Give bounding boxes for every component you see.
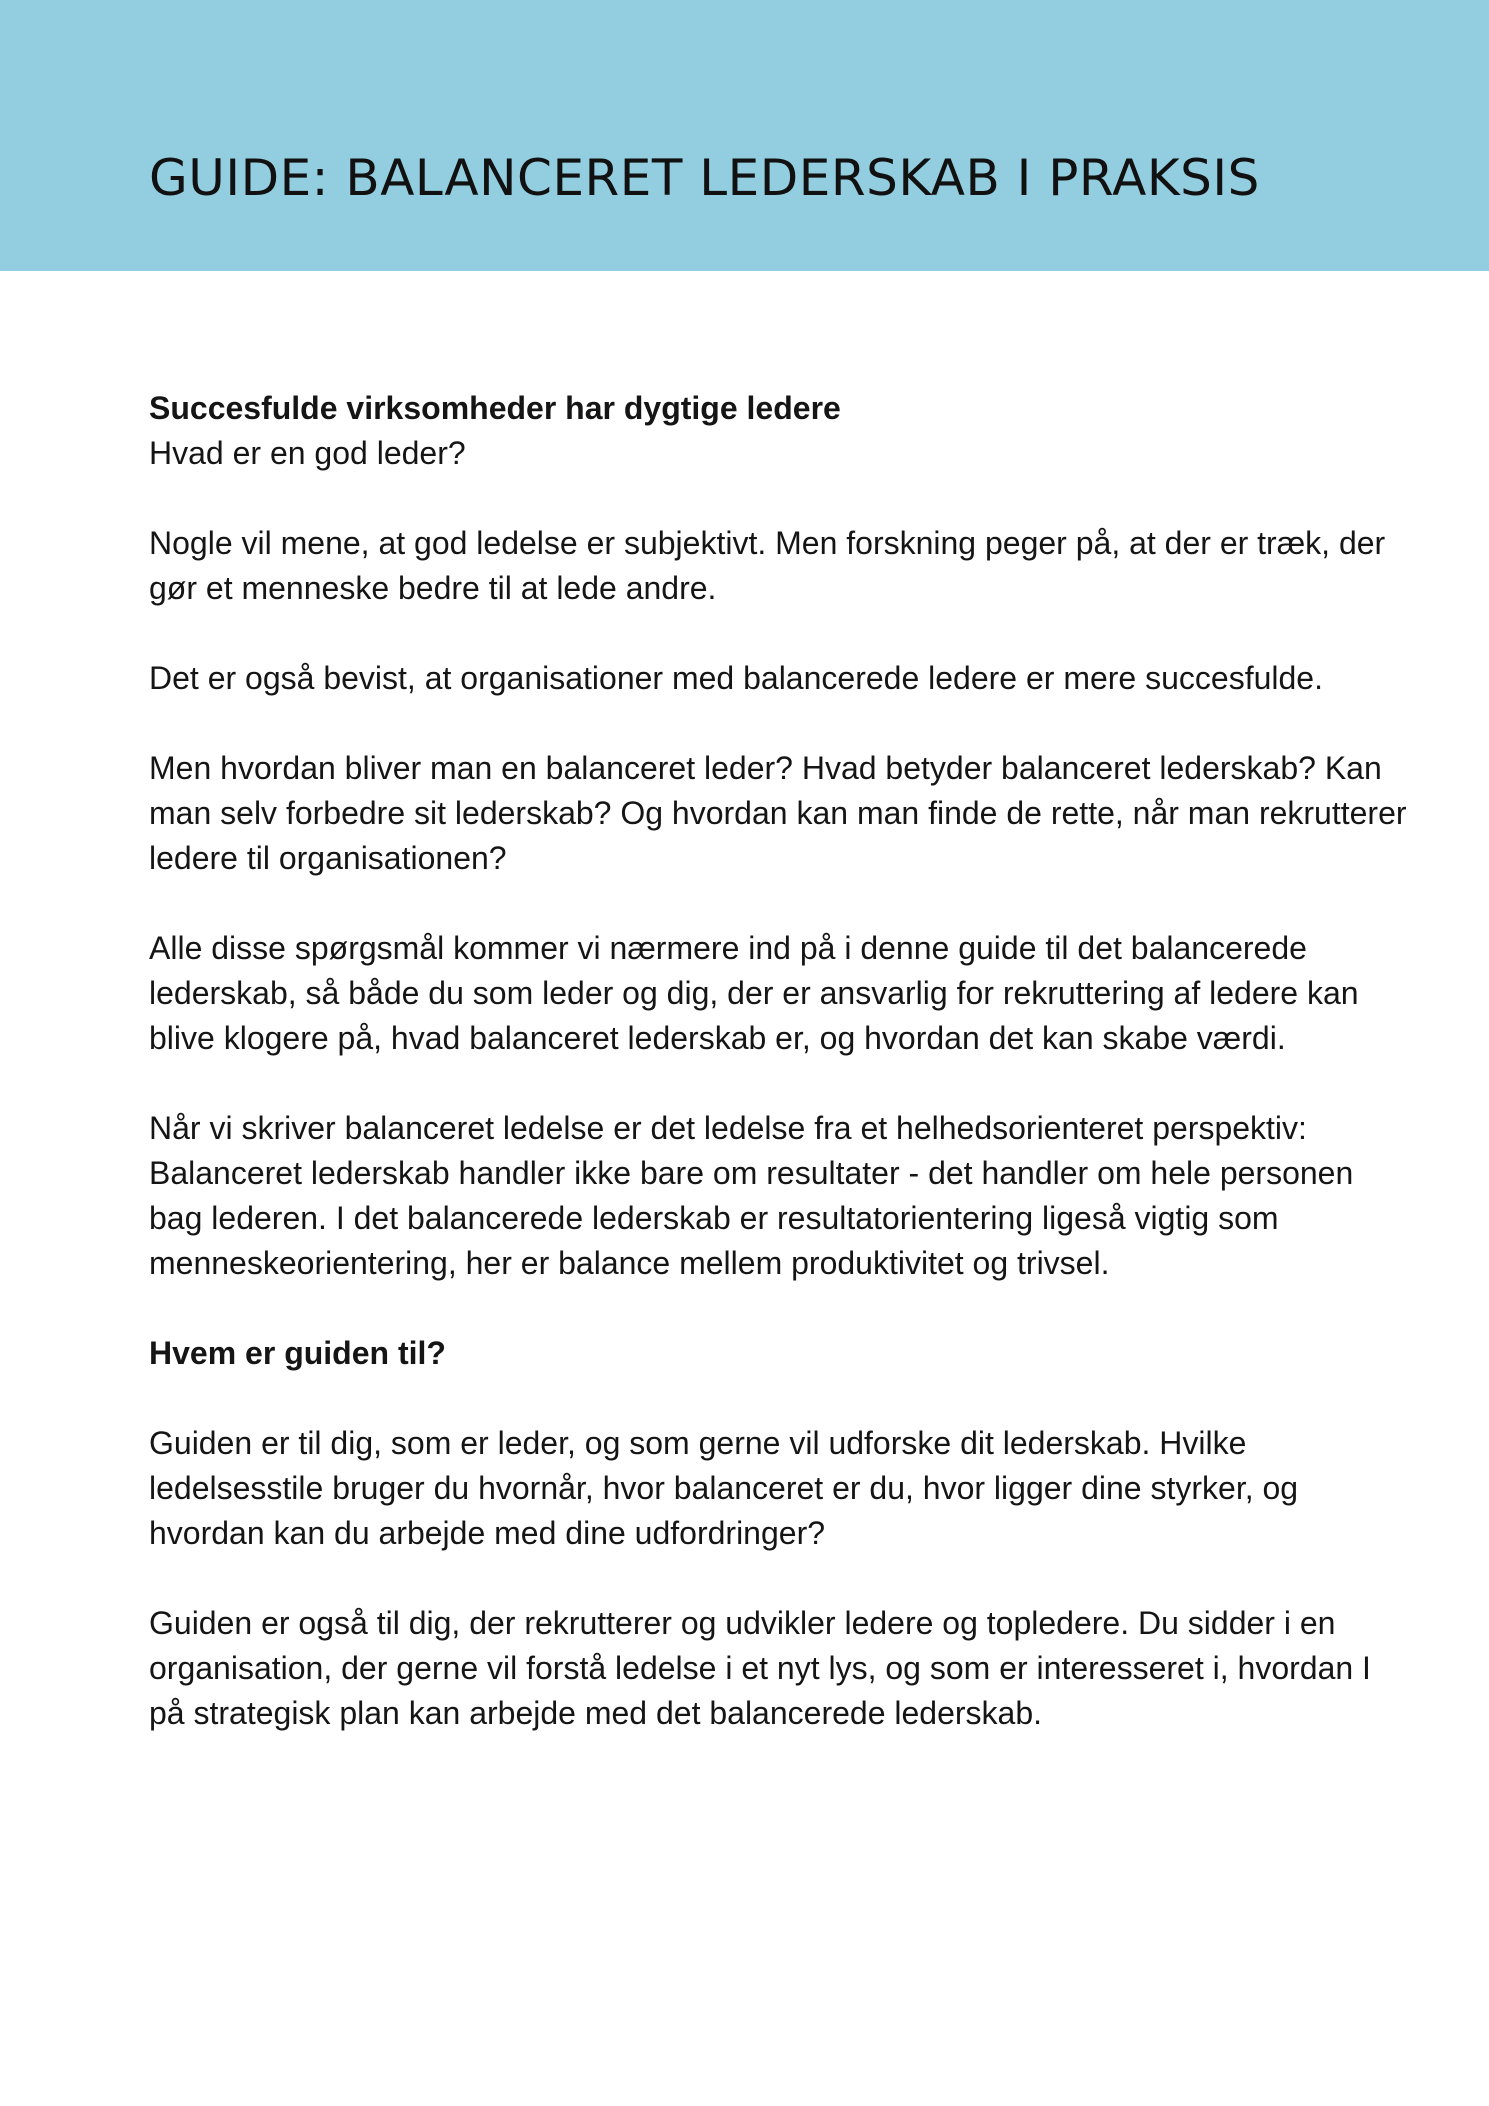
paragraph: Når vi skriver balanceret ledelse er det ledelse fra et helhedsorienteret perspektiv: Balanceret lederskab handler ikke bare om resultater - det handler om hele personen bag lederen. I det balancerede lederskab er resultatorientering ligeså vigtig som menneskeorientering, her er balance mellem produktivitet og trivsel.	[149, 1110, 1354, 1281]
intro-question: Hvad er en god leder?	[149, 435, 466, 471]
page-title: GUIDE: BALANCERET LEDERSKAB I PRAKSIS	[149, 149, 1260, 207]
paragraph: Guiden er til dig, som er leder, og som gerne vil udforske dit lederskab. Hvilke ledelsesstile bruger du hvornår, hvor balanceret er du, hvor ligger dine styrker, og hvordan kan du arbejde med dine udfordringer?	[149, 1425, 1299, 1551]
paragraph: Det er også bevist, at organisationer med balancerede ledere er mere succesfulde.	[149, 660, 1323, 696]
paragraph: Men hvordan bliver man en balanceret leder? Hvad betyder balanceret lederskab? Kan man selv forbedre sit lederskab? Og hvordan kan man finde de rette, når man rekrutterer ledere til organisationen?	[149, 750, 1407, 876]
paragraph: Alle disse spørgsmål kommer vi nærmere ind på i denne guide til det balancerede lederskab, så både du som leder og dig, der er ansvarlig for rekruttering af ledere kan blive klogere på, hvad balanceret lederskab er, og hvordan det kan skabe værdi.	[149, 930, 1359, 1056]
paragraph: Guiden er også til dig, der rekrutterer og udvikler ledere og topledere. Du sidder i en organisation, der gerne vil forstå ledelse i et nyt lys, og som er interesseret i, hvordan I på strategisk plan kan arbejde med det balancerede lederskab.	[149, 1605, 1371, 1731]
intro-heading: Succesfulde virksomheder har dygtige ledere	[149, 390, 841, 426]
section-heading: Hvem er guiden til?	[149, 1335, 446, 1371]
article-body	[149, 386, 1409, 1781]
paragraph: Nogle vil mene, at god ledelse er subjektivt. Men forskning peger på, at der er træk, der gør et menneske bedre til at lede andre.	[149, 525, 1386, 606]
header-band	[0, 0, 1489, 271]
